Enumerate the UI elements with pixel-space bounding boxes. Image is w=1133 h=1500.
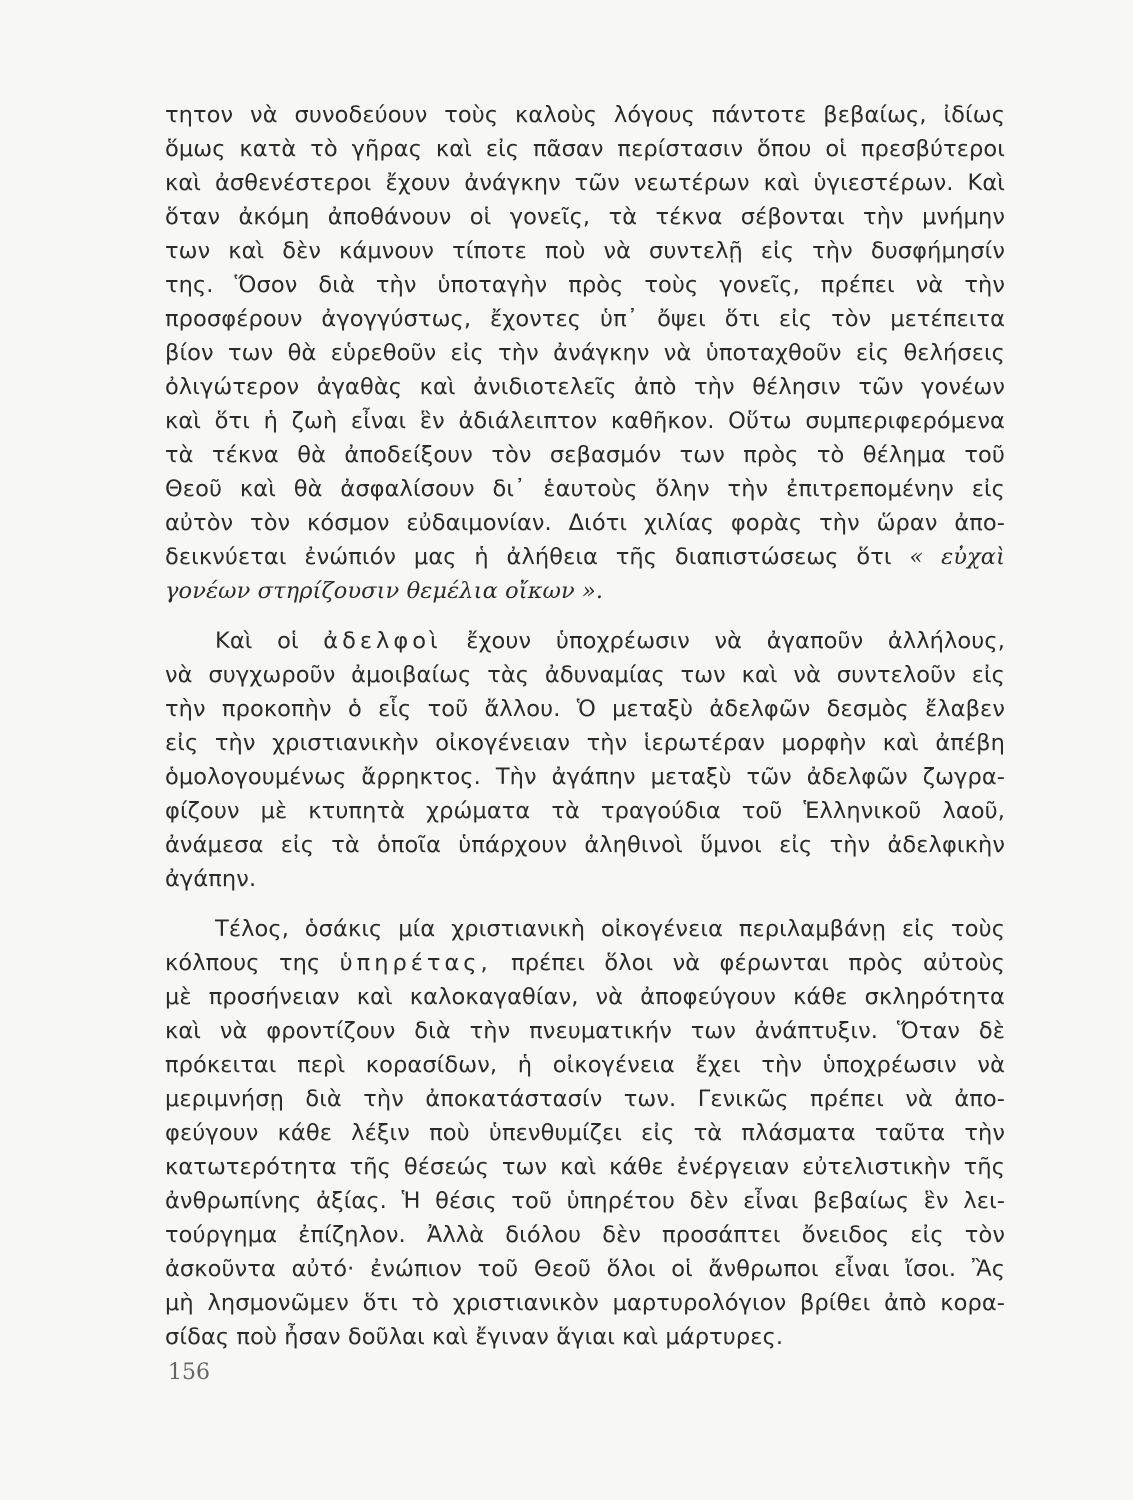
text-line: ὅταν ἀκόμη ἀποθάνουν οἱ γονεῖς, τὰ τέκνα σέβονται τὴν μνήμην bbox=[165, 204, 1005, 230]
text-line bbox=[165, 540, 1005, 574]
text-line: φίζουν μὲ κτυπητὰ χρώματα τὰ τραγούδια τοῦ Ἑλληνικοῦ λαοῦ, bbox=[165, 798, 1005, 824]
text-line bbox=[165, 946, 1005, 980]
text-line: ἀνθρωπίνης ἀξίας. Ἡ θέσις τοῦ ὑπηρέτου δὲν εἶναι βεβαίως ἓν λει- bbox=[165, 1188, 1005, 1214]
text-line bbox=[165, 624, 1005, 658]
paragraph-siblings bbox=[165, 624, 1005, 896]
text-line: μεριμνήσῃ διὰ τὴν ἀποκατάστασίν των. Γενικῶς πρέπει νὰ ἀπο- bbox=[165, 1086, 1005, 1112]
text-segment: κόλπους της bbox=[165, 950, 321, 976]
spaced-term: ἀδελφοὶ bbox=[323, 628, 442, 654]
text-line: προσφέρουν ἀγογγύστως, ἔχοντες ὑπ᾽ ὄψει ὅτι εἰς τὸν μετέπειτα bbox=[165, 306, 1005, 332]
text-segment: πρέπει ὅλοι νὰ φέρωνται πρὸς αὐτοὺς bbox=[511, 950, 1005, 976]
text-line: της. Ὅσον διὰ τὴν ὑποταγὴν πρὸς τοὺς γονεῖς, πρέπει νὰ τὴν bbox=[165, 272, 1005, 298]
text-line: ὀλιγώτερον ἀγαθὰς καὶ ἀνιδιοτελεῖς ἀπὸ τὴν θέλησιν τῶν γονέων bbox=[165, 374, 1005, 400]
text-line: τούργημα ἐπίζηλον. Ἀλλὰ διόλου δὲν προσάπτει ὄνειδος εἰς τὸν bbox=[165, 1222, 1005, 1248]
text-line: καὶ ἀσθενέστεροι ἔχουν ἀνάγκην τῶν νεωτέρων καὶ ὑγιεστέρων. Καὶ bbox=[165, 170, 1005, 196]
text-line: καὶ ὅτι ἡ ζωὴ εἶναι ἓν ἀδιάλειπτον καθῆκον. Οὕτω συμπεριφερόμενα bbox=[165, 408, 1005, 434]
text-segment: δεικνύεται ἐνώπιόν μας ἡ ἀλήθεια τῆς διαπιστώσεως ὅτι bbox=[165, 544, 892, 570]
text-line: των καὶ δὲν κάμνουν τίποτε ποὺ νὰ συντελῇ εἰς τὴν δυσφήμησίν bbox=[165, 238, 1005, 264]
text-line: ὅμως κατὰ τὸ γῆρας καὶ εἰς πᾶσαν περίστασιν ὅπου οἱ πρεσβύτεροι bbox=[165, 136, 1005, 162]
text-line: ἀσκοῦντα αὐτό· ἐνώπιον τοῦ Θεοῦ ὅλοι οἱ ἄνθρωποι εἶναι ἴσοι. Ἂς bbox=[165, 1256, 1005, 1282]
text-line: εἰς τὴν χριστιανικὴν οἰκογένειαν τὴν ἱερωτέραν μορφὴν καὶ ἀπέβη bbox=[165, 730, 1005, 756]
text-line: Θεοῦ καὶ θὰ ἀσφαλίσουν δι᾽ ἑαυτοὺς ὅλην τὴν ἐπιτρεπομένην εἰς bbox=[165, 476, 1005, 502]
spaced-term: ὑπηρέτας, bbox=[339, 950, 492, 976]
text-line: ἀνάμεσα εἰς τὰ ὁποῖα ὑπάρχουν ἀληθινοὶ ὕμνοι εἰς τὴν ἀδελφικὴν bbox=[165, 832, 1005, 858]
text-line: τὰ τέκνα θὰ ἀποδείξουν τὸν σεβασμόν των πρὸς τὸ θέλημα τοῦ bbox=[165, 442, 1005, 468]
text-line: Τέλος, ὁσάκις μία χριστιανικὴ οἰκογένεια περιλαμβάνῃ εἰς τοὺς bbox=[215, 916, 1005, 942]
text-line: ἀγάπην. bbox=[165, 866, 257, 892]
text-line: νὰ συγχωροῦν ἀμοιβαίως τὰς ἀδυναμίας των καὶ νὰ συντελοῦν εἰς bbox=[165, 662, 1005, 688]
paragraph-servants bbox=[165, 912, 1005, 1354]
body-text bbox=[165, 98, 1005, 1354]
text-line: τὴν προκοπὴν ὁ εἷς τοῦ ἄλλου. Ὁ μεταξὺ ἀδελφῶν δεσμὸς ἔλαβεν bbox=[165, 696, 1005, 722]
text-segment: Καὶ οἱ bbox=[215, 628, 299, 654]
text-line: αὐτὸν τὸν κόσμον εὐδαιμονίαν. Διότι χιλίας φορὰς τὴν ὥραν ἀπο- bbox=[165, 510, 1005, 536]
text-line: βίον των θὰ εὑρεθοῦν εἰς τὴν ἀνάγκην νὰ ὑποταχθοῦν εἰς θελήσεις bbox=[165, 340, 1005, 366]
text-line: μὴ λησμονῶμεν ὅτι τὸ χριστιανικὸν μαρτυρολόγιον βρίθει ἀπὸ κορα- bbox=[165, 1290, 1005, 1316]
text-line: κατωτερότητα τῆς θέσεώς των καὶ κάθε ἐνέργειαν εὐτελιστικὴν τῆς bbox=[165, 1154, 1005, 1180]
text-line: σίδας ποὺ ἦσαν δοῦλαι καὶ ἔγιναν ἅγιαι καὶ μάρτυρες. bbox=[165, 1324, 784, 1350]
quote-text: « εὐχαὶ bbox=[909, 544, 1005, 570]
text-line: τητον νὰ συνοδεύουν τοὺς καλοὺς λόγους πάντοτε βεβαίως, ἰδίως bbox=[165, 102, 1005, 128]
page-number: 156 bbox=[168, 1360, 210, 1385]
text-line: καὶ νὰ φροντίζουν διὰ τὴν πνευματικήν των ἀνάπτυξιν. Ὅταν δὲ bbox=[165, 1018, 1005, 1044]
text-segment: ἔχουν ὑποχρέωσιν νὰ ἀγαποῦν ἀλλήλους, bbox=[466, 628, 1005, 654]
quote-text: γονέων στηρίζουσιν θεμέλια οἴκων ». bbox=[165, 578, 604, 604]
text-line: φεύγουν κάθε λέξιν ποὺ ὑπενθυμίζει εἰς τὰ πλάσματα ταῦτα τὴν bbox=[165, 1120, 1005, 1146]
text-line: μὲ προσήνειαν καὶ καλοκαγαθίαν, νὰ ἀποφεύγουν κάθε σκληρότητα bbox=[165, 984, 1005, 1010]
paragraph-parents bbox=[165, 98, 1005, 608]
text-line: ὁμολογουμένως ἄρρηκτος. Τὴν ἀγάπην μεταξὺ τῶν ἀδελφῶν ζωγρα- bbox=[165, 764, 1005, 790]
text-line: πρόκειται περὶ κορασίδων, ἡ οἰκογένεια ἔχει τὴν ὑποχρέωσιν νὰ bbox=[165, 1052, 1005, 1078]
